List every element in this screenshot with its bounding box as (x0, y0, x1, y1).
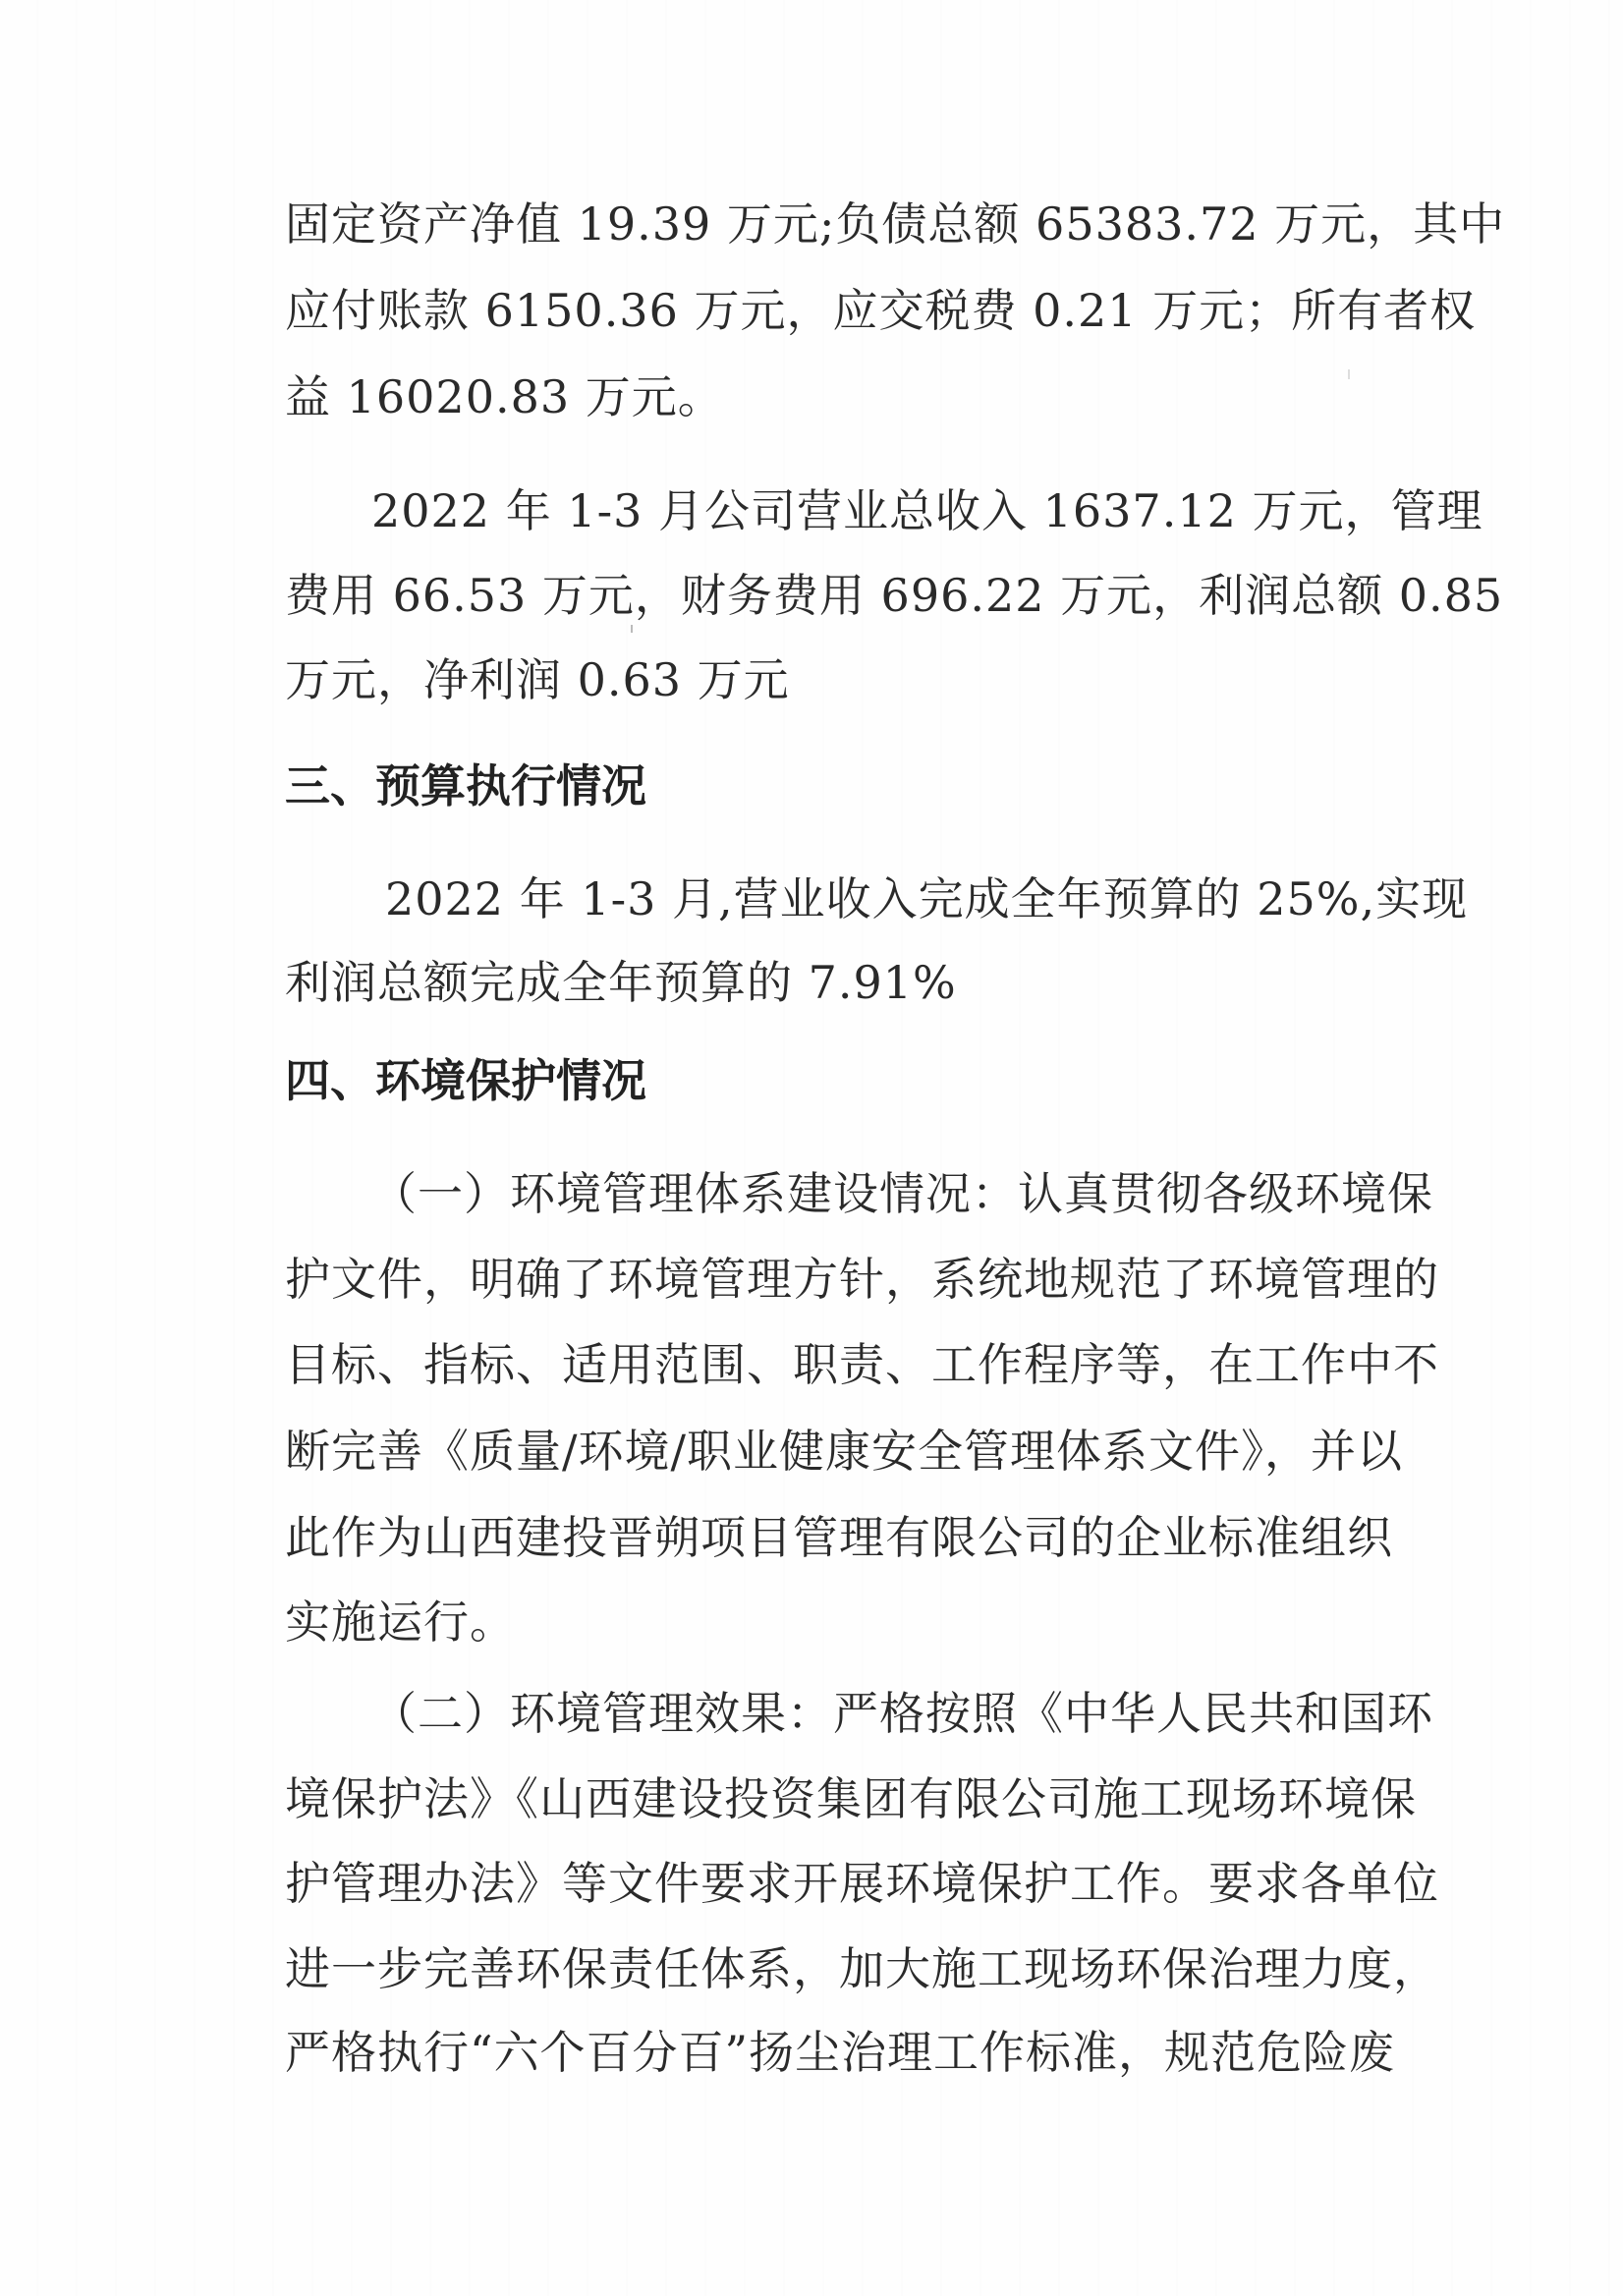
section-heading-environment: 四、环境保护情况 (285, 1054, 646, 1107)
paragraph-line: （二）环境管理效果：严格按照《中华人民共和国环 (371, 1687, 1433, 1740)
paragraph-line: 固定资产净值 19.39 万元;负债总额 65383.72 万元，其中 (285, 197, 1506, 251)
paragraph-line: 进一步完善环保责任体系，加大施工现场环保治理力度， (285, 1942, 1439, 1995)
paragraph-line: 实施运行。 (285, 1596, 516, 1649)
paragraph-line: 费用 66.53 万元，财务费用 696.22 万元，利润总额 0.85 (285, 569, 1504, 622)
scan-speck (631, 625, 633, 633)
paragraph-line: 2022 年 1-3 月公司营业总收入 1637.12 万元，管理 (371, 484, 1483, 537)
paragraph-line: （一）环境管理体系建设情况：认真贯彻各级环境保 (371, 1167, 1433, 1220)
paragraph-line: 此作为山西建投晋朔项目管理有限公司的企业标准组织 (285, 1511, 1393, 1564)
paragraph-line: 护管理办法》等文件要求开展环境保护工作。要求各单位 (285, 1857, 1439, 1910)
paragraph-line: 护文件，明确了环境管理方针，系统地规范了环境管理的 (285, 1253, 1439, 1306)
section-heading-budget: 三、预算执行情况 (285, 759, 646, 812)
paragraph-line: 境保护法》《山西建设投资集团有限公司施工现场环境保 (285, 1772, 1417, 1825)
paragraph-line: 益 16020.83 万元。 (285, 370, 724, 423)
paragraph-line: 严格执行“六个百分百”扬尘治理工作标准，规范危险废 (285, 2026, 1396, 2079)
paragraph-line: 断完善《质量/环境/职业健康安全管理体系文件》，并以 (285, 1425, 1403, 1478)
paragraph-line: 目标、指标、适用范围、职责、工作程序等，在工作中不 (285, 1338, 1439, 1391)
paragraph-line: 2022 年 1-3 月,营业收入完成全年预算的 25%,实现 (385, 872, 1469, 925)
scan-speck (1348, 369, 1350, 379)
paragraph-line: 应付账款 6150.36 万元，应交税费 0.21 万元；所有者权 (285, 284, 1477, 337)
paragraph-line: 利润总额完成全年预算的 7.91% (285, 956, 957, 1009)
paragraph-line: 万元，净利润 0.63 万元 (285, 653, 790, 706)
